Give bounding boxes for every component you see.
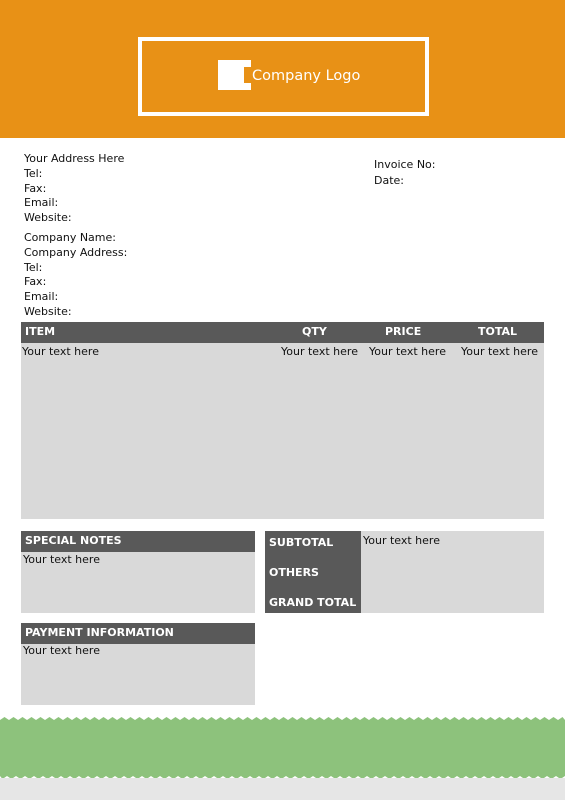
cell-total[interactable]: Your text here — [461, 345, 538, 358]
header-banner — [0, 0, 565, 138]
column-header-qty: QTY — [302, 325, 327, 338]
recipient-email: Email: — [24, 290, 59, 304]
others-label: OTHERS — [269, 566, 319, 579]
totals-value-text[interactable]: Your text here — [363, 534, 440, 547]
payment-info-text[interactable]: Your text here — [23, 644, 100, 657]
column-header-item: ITEM — [25, 325, 56, 338]
invoice-date: Date: — [374, 173, 404, 187]
totals-labels — [265, 531, 361, 613]
recipient-tel: Tel: — [24, 260, 43, 274]
sender-tel: Tel: — [24, 166, 43, 180]
sender-address-line: Your Address Here — [24, 152, 125, 165]
cell-item[interactable]: Your text here — [22, 345, 99, 358]
special-notes-title: SPECIAL NOTES — [21, 531, 255, 552]
cell-price[interactable]: Your text here — [369, 345, 446, 358]
totals-panel — [265, 531, 544, 613]
payment-info-title: PAYMENT INFORMATION — [21, 623, 255, 644]
recipient-fax: Fax: — [24, 275, 47, 289]
grand-total-label: GRAND TOTAL — [269, 596, 357, 609]
footer-gray-band — [0, 778, 565, 800]
recipient-website: Website: — [24, 304, 72, 318]
column-header-price: PRICE — [385, 325, 422, 338]
logo-mark-icon — [218, 60, 251, 90]
invoice-info — [374, 157, 436, 188]
special-notes-text[interactable]: Your text here — [23, 553, 100, 566]
footer-green-band — [0, 717, 565, 779]
sender-fax: Fax: — [24, 181, 47, 195]
special-notes-panel — [21, 531, 255, 613]
column-header-total: TOTAL — [478, 325, 518, 338]
recipient-details — [24, 231, 127, 320]
items-table — [21, 322, 544, 519]
footer-decoration — [0, 716, 565, 800]
sender-website: Website: — [24, 211, 72, 225]
invoice-number: Invoice No: — [374, 158, 436, 171]
subtotal-label: SUBTOTAL — [269, 536, 334, 549]
items-table-header — [21, 322, 544, 343]
recipient-company-name: Company Name: — [24, 231, 116, 244]
sender-email: Email: — [24, 196, 59, 210]
payment-info-panel — [21, 623, 255, 705]
cell-qty[interactable]: Your text here — [281, 345, 358, 358]
sender-address — [24, 152, 124, 226]
logo-text: Company Logo — [252, 68, 361, 84]
company-logo — [138, 37, 429, 116]
recipient-company-address: Company Address: — [24, 245, 128, 259]
